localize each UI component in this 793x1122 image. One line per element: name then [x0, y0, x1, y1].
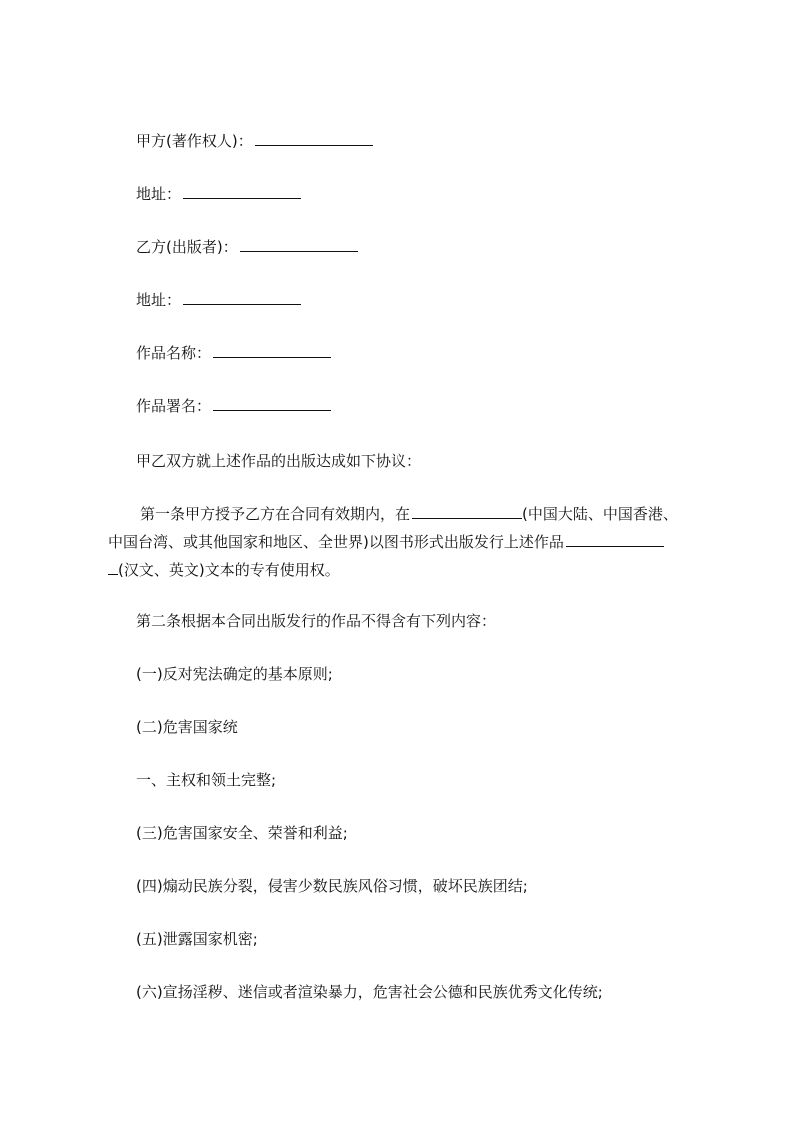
field-label-work-title: 作品名称：: [136, 344, 212, 362]
blank-party-a[interactable]: [255, 131, 373, 146]
blank-address-b[interactable]: [183, 290, 301, 305]
list-item: (二)危害国家统: [136, 718, 238, 736]
article-2: 第二条根据本合同出版发行的作品不得含有下列内容：: [136, 612, 497, 630]
field-work-title: [136, 343, 331, 363]
article-1-line3: (汉文、英文)文本的专有使用权。: [118, 561, 340, 579]
field-label-address-a: 地址：: [136, 185, 182, 203]
list-item: (三)危害国家安全、荣誉和利益;: [136, 824, 348, 842]
list-item: (一)反对宪法确定的基本原则;: [136, 665, 333, 683]
field-party-a: [136, 131, 373, 151]
field-label-address-b: 地址：: [136, 291, 182, 309]
blank-work-title[interactable]: [213, 343, 331, 358]
field-address-a: [136, 184, 301, 204]
list-item: (六)宣扬淫秽、迷信或者渲染暴力，危害社会公德和民族优秀文化传统;: [136, 983, 603, 1001]
article-1-part2: (中国大陆、中国香港、: [522, 505, 678, 523]
intro-text: 甲乙双方就上述作品的出版达成如下协议：: [136, 452, 422, 470]
article-1-part1: 第一条甲方授予乙方在合同有效期内，在: [140, 505, 411, 523]
field-work-author: [136, 396, 331, 416]
blank-party-b[interactable]: [240, 237, 358, 252]
list-item: (五)泄露国家机密;: [136, 930, 258, 948]
field-address-b: [136, 290, 301, 310]
blank-edition-a[interactable]: [566, 532, 664, 547]
article-1: [108, 500, 708, 584]
list-item: 一、主权和领土完整;: [136, 771, 277, 789]
field-party-b: [136, 237, 358, 257]
article-1-line2: 中国台湾、或其他国家和地区、全世界)以图书形式出版发行上述作品: [108, 533, 564, 551]
blank-edition-b[interactable]: [108, 560, 118, 575]
field-label-party-b: 乙方(出版者)：: [136, 238, 238, 256]
list-item: (四)煽动民族分裂，侵害少数民族风俗习惯，破坏民族团结;: [136, 877, 528, 895]
blank-territory[interactable]: [412, 504, 522, 519]
field-label-work-author: 作品署名：: [136, 397, 212, 415]
field-label-party-a: 甲方(著作权人)：: [136, 132, 253, 150]
blank-work-author[interactable]: [213, 396, 331, 411]
blank-address-a[interactable]: [183, 184, 301, 199]
